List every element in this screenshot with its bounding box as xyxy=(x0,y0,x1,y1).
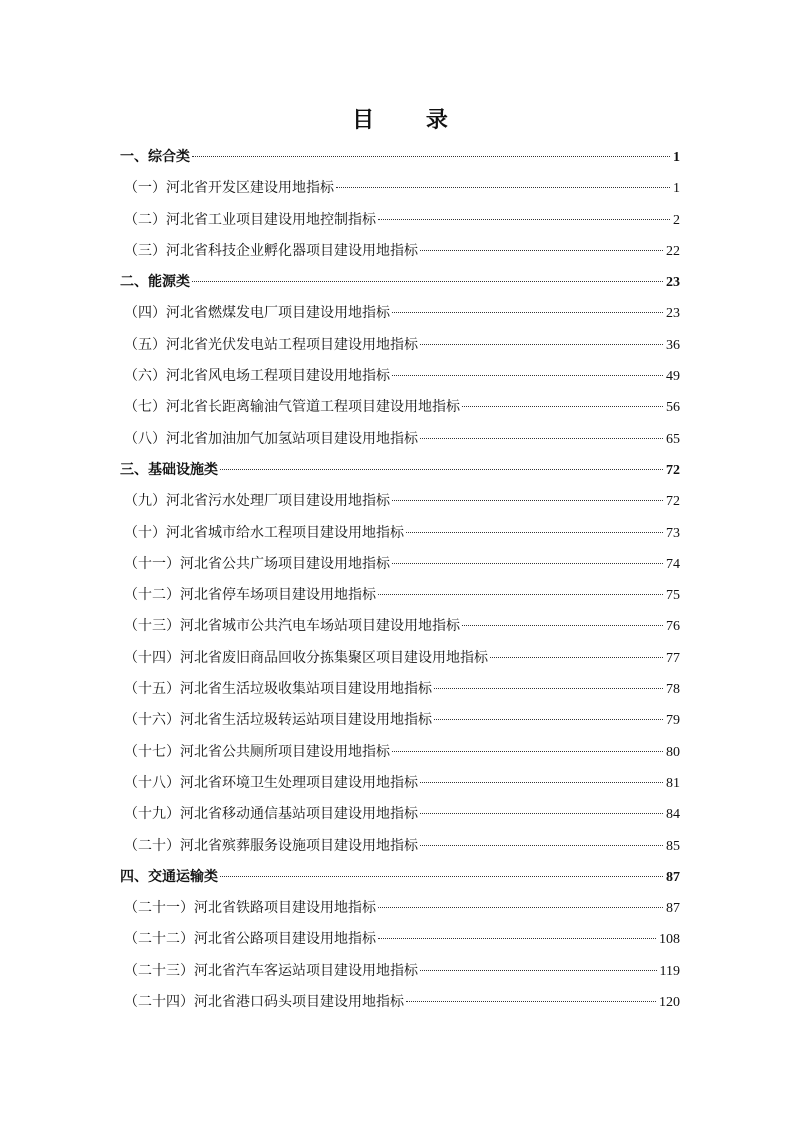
toc-entry-row[interactable] xyxy=(120,330,680,361)
toc-entry-label: （十三）河北省城市公共汽电车场站项目建设用地指标 xyxy=(124,618,460,635)
toc-page-number: 2 xyxy=(673,212,680,228)
toc-page-number: 77 xyxy=(666,650,680,666)
toc-page-number: 75 xyxy=(666,588,680,604)
toc-page-number: 72 xyxy=(666,494,680,510)
dot-leader xyxy=(420,438,663,439)
dot-leader xyxy=(420,250,663,251)
toc-entry-row[interactable] xyxy=(120,987,680,1018)
toc-entry-label: （二十二）河北省公路项目建设用地指标 xyxy=(124,931,376,948)
toc-entry-label: （五）河北省光伏发电站工程项目建设用地指标 xyxy=(124,336,418,353)
dot-leader xyxy=(378,219,670,220)
dot-leader xyxy=(392,375,663,376)
dot-leader xyxy=(420,845,663,846)
toc-entry-row[interactable] xyxy=(120,737,680,768)
table-of-contents xyxy=(120,142,680,1018)
toc-category-row[interactable] xyxy=(120,142,680,173)
toc-entry-row[interactable] xyxy=(120,486,680,517)
dot-leader xyxy=(462,406,663,407)
toc-page-number: 74 xyxy=(666,556,680,572)
toc-page-number: 76 xyxy=(666,619,680,635)
toc-entry-row[interactable] xyxy=(120,298,680,329)
toc-title: 目 录 xyxy=(352,107,470,133)
dot-leader xyxy=(220,876,663,877)
toc-category-label: 四、交通运输类 xyxy=(120,868,218,885)
toc-page-number: 23 xyxy=(666,306,680,322)
toc-entry-row[interactable] xyxy=(120,799,680,830)
toc-entry-row[interactable] xyxy=(120,518,680,549)
toc-page-number: 108 xyxy=(659,932,680,948)
toc-page-number: 36 xyxy=(666,337,680,353)
toc-entry-row[interactable] xyxy=(120,924,680,955)
toc-category-label: 一、综合类 xyxy=(120,149,190,165)
toc-entry-row[interactable] xyxy=(120,674,680,705)
dot-leader xyxy=(392,563,663,564)
toc-entry-label: （十四）河北省废旧商品回收分拣集聚区项目建设用地指标 xyxy=(124,649,488,666)
toc-page-number: 23 xyxy=(666,275,680,291)
toc-page-number: 72 xyxy=(666,462,680,478)
toc-entry-row[interactable] xyxy=(120,643,680,674)
toc-entry-row[interactable] xyxy=(120,705,680,736)
dot-leader xyxy=(420,813,663,814)
toc-entry-row[interactable] xyxy=(120,361,680,392)
toc-entry-label: （十一）河北省公共广场项目建设用地指标 xyxy=(124,555,390,572)
toc-entry-row[interactable] xyxy=(120,236,680,267)
toc-entry-row[interactable] xyxy=(120,173,680,204)
toc-entry-label: （十）河北省城市给水工程项目建设用地指标 xyxy=(124,524,404,541)
dot-leader xyxy=(490,657,663,658)
dot-leader xyxy=(392,751,663,752)
toc-entry-label: （二十四）河北省港口码头项目建设用地指标 xyxy=(124,994,404,1011)
toc-entry-label: （二十三）河北省汽车客运站项目建设用地指标 xyxy=(124,962,418,979)
toc-entry-label: （十七）河北省公共厕所项目建设用地指标 xyxy=(124,743,390,760)
toc-entry-row[interactable] xyxy=(120,424,680,455)
dot-leader xyxy=(336,187,670,188)
dot-leader xyxy=(392,500,663,501)
toc-page-number: 119 xyxy=(659,963,680,979)
toc-category-row[interactable] xyxy=(120,862,680,893)
toc-entry-row[interactable] xyxy=(120,893,680,924)
toc-page-number: 80 xyxy=(666,744,680,760)
dot-leader xyxy=(378,594,663,595)
toc-entry-label: （一）河北省开发区建设用地指标 xyxy=(124,180,334,197)
toc-page-number: 87 xyxy=(666,901,680,917)
toc-page-number: 22 xyxy=(666,243,680,259)
dot-leader xyxy=(420,970,657,971)
toc-entry-label: （四）河北省燃煤发电厂项目建设用地指标 xyxy=(124,305,390,322)
toc-category-label: 三、基础设施类 xyxy=(120,461,218,478)
dot-leader xyxy=(392,312,663,313)
toc-page-number: 56 xyxy=(666,400,680,416)
dot-leader xyxy=(406,1001,656,1002)
toc-entry-row[interactable] xyxy=(120,831,680,862)
toc-entry-row[interactable] xyxy=(120,611,680,642)
toc-entry-label: （十八）河北省环境卫生处理项目建设用地指标 xyxy=(124,774,418,791)
toc-entry-row[interactable] xyxy=(120,392,680,423)
dot-leader xyxy=(434,688,663,689)
toc-page-number: 79 xyxy=(666,713,680,729)
dot-leader xyxy=(220,469,663,470)
toc-entry-row[interactable] xyxy=(120,768,680,799)
toc-entry-label: （二十一）河北省铁路项目建设用地指标 xyxy=(124,900,376,917)
dot-leader xyxy=(420,782,663,783)
toc-entry-row[interactable] xyxy=(120,549,680,580)
toc-entry-label: （二十）河北省殡葬服务设施项目建设用地指标 xyxy=(124,837,418,854)
dot-leader xyxy=(192,156,670,157)
toc-page-number: 65 xyxy=(666,431,680,447)
toc-category-row[interactable] xyxy=(120,455,680,486)
dot-leader xyxy=(434,719,663,720)
toc-page-number: 85 xyxy=(666,838,680,854)
toc-entry-label: （十五）河北省生活垃圾收集站项目建设用地指标 xyxy=(124,681,432,698)
toc-page-number: 87 xyxy=(666,869,680,885)
toc-page-number: 1 xyxy=(673,150,680,165)
toc-entry-row[interactable] xyxy=(120,956,680,987)
dot-leader xyxy=(420,344,663,345)
toc-page-number: 73 xyxy=(666,525,680,541)
toc-entry-row[interactable] xyxy=(120,580,680,611)
toc-page-number: 78 xyxy=(666,682,680,698)
toc-entry-row[interactable] xyxy=(120,205,680,236)
toc-entry-label: （九）河北省污水处理厂项目建设用地指标 xyxy=(124,493,390,510)
toc-page-number: 120 xyxy=(659,995,680,1011)
toc-page-number: 1 xyxy=(673,181,680,197)
dot-leader xyxy=(378,907,663,908)
toc-entry-label: （六）河北省风电场工程项目建设用地指标 xyxy=(124,368,390,385)
toc-entry-label: （十六）河北省生活垃圾转运站项目建设用地指标 xyxy=(124,712,432,729)
toc-entry-label: （二）河北省工业项目建设用地控制指标 xyxy=(124,211,376,228)
dot-leader xyxy=(378,938,656,939)
toc-entry-label: （三）河北省科技企业孵化器项目建设用地指标 xyxy=(124,242,418,259)
toc-category-row[interactable] xyxy=(120,267,680,298)
toc-entry-label: （十二）河北省停车场项目建设用地指标 xyxy=(124,587,376,604)
dot-leader xyxy=(406,532,663,533)
toc-entry-label: （八）河北省加油加气加氢站项目建设用地指标 xyxy=(124,430,418,447)
toc-entry-label: （十九）河北省移动通信基站项目建设用地指标 xyxy=(124,806,418,823)
toc-page-number: 84 xyxy=(666,807,680,823)
toc-page-number: 81 xyxy=(666,775,680,791)
toc-category-label: 二、能源类 xyxy=(120,274,190,291)
dot-leader xyxy=(192,281,663,282)
toc-entry-label: （七）河北省长距离输油气管道工程项目建设用地指标 xyxy=(124,399,460,416)
dot-leader xyxy=(462,625,663,626)
toc-page-number: 49 xyxy=(666,369,680,385)
